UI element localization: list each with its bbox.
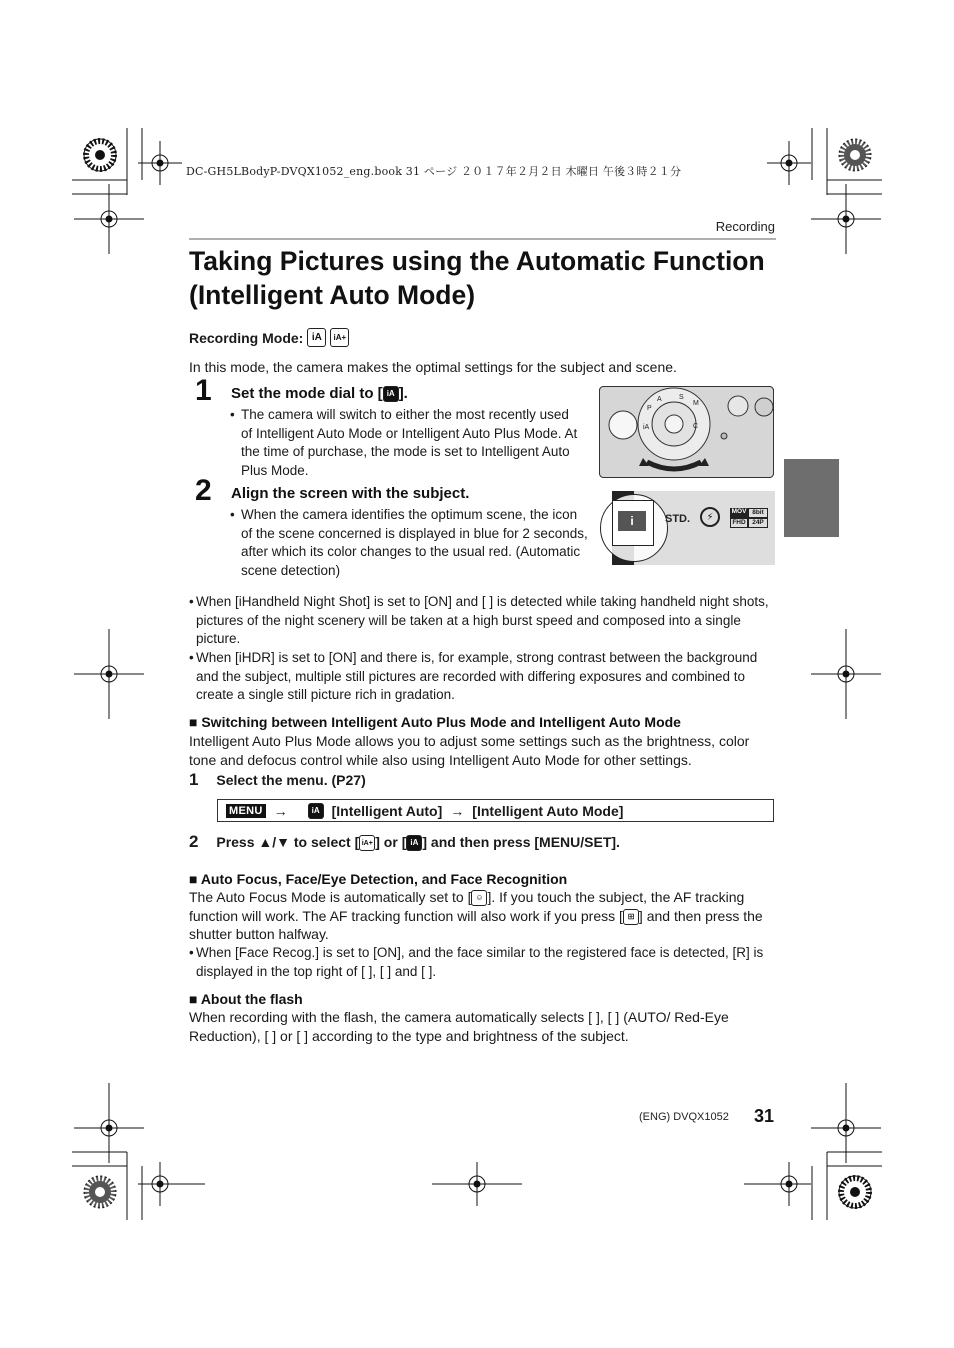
af-mode-button-icon: ⊞ bbox=[623, 909, 639, 925]
autofocus-heading: ■ Auto Focus, Face/Eye Detection, and Face Recognition bbox=[189, 871, 568, 887]
step-1-number: 1 bbox=[195, 374, 212, 407]
bit-label: 8bit bbox=[748, 508, 768, 518]
intelligent-auto-plus-icon: iA+ bbox=[330, 328, 349, 347]
face-detection-icon: ☺ bbox=[471, 890, 487, 906]
header-divider bbox=[189, 238, 776, 240]
menu-key-icon: MENU bbox=[226, 804, 266, 818]
fps-label: 24P bbox=[748, 518, 768, 528]
flash-body: When recording with the flash, the camera automatically selects [ ], [ ] (AUTO/ Red-Eye Reduction), [ ] or [ ] according to the type and brightness of the subject. bbox=[189, 1009, 729, 1044]
menu-path: MENU → iA [Intelligent Auto] → [Intelligent Auto Mode] bbox=[217, 799, 774, 822]
recording-mode bbox=[189, 328, 349, 347]
section-label: Recording bbox=[715, 219, 775, 234]
dial-c-label: C bbox=[693, 423, 699, 430]
switching-heading: ■ Switching between Intelligent Auto Plus Mode and Intelligent Auto Mode bbox=[189, 714, 681, 730]
note-ihdr: • When [iHDR] is set to [ON] and there is, for example, strong contrast between the background and the subject, multiple still pictures are recorded with differing exposures and combined to create a single still picture rich in gradation. bbox=[189, 650, 758, 702]
fhd-label: FHD bbox=[730, 518, 748, 528]
intro-text: In this mode, the camera makes the optimal settings for the subject and scene. bbox=[189, 359, 677, 375]
flash-heading: ■ About the flash bbox=[189, 991, 303, 1007]
flash-off-icon: ⚡ bbox=[700, 507, 720, 527]
dial-letter-a: A bbox=[657, 396, 662, 403]
std-label: STD. bbox=[665, 513, 691, 525]
mov-label: MOV bbox=[730, 508, 748, 518]
file-header-line: DC-GH5LBodyP-DVQX1052_eng.book 31 ページ ２０１７年２月２日 木曜日 午後３時２１分 bbox=[186, 165, 682, 178]
intelligent-auto-menu-icon: iA bbox=[308, 803, 324, 819]
chapter-side-tab bbox=[784, 459, 839, 537]
dial-ia-label: iA bbox=[643, 424, 650, 431]
menu-item-intelligent-auto-mode: [Intelligent Auto Mode] bbox=[472, 802, 624, 819]
title-line-2: (Intelligent Auto Mode) bbox=[189, 280, 476, 310]
switching-step-2: 2 Press ▲/▼ to select [ iA+ ] or [ iA ] and then press [MENU/SET]. bbox=[189, 832, 620, 851]
ia-icon: iA bbox=[406, 835, 422, 851]
page-title bbox=[189, 244, 789, 312]
autofocus-body: The Auto Focus Mode is automatically set to [ ☺ ]. If you touch the subject, the AF tracking function will work. The AF tracking function will also work if you press [ ⊞ ] and then press the shutter button halfway. bbox=[189, 889, 763, 942]
dial-letter-s: S bbox=[679, 394, 684, 401]
note-handheld-night-shot: • When [iHandheld Night Shot] is set to [ON] and [ ] is detected while taking handheld night shots, pictures of the night scenery will be taken at a high burst speed and composed into a single picture. bbox=[189, 594, 769, 646]
step-1-bullet: • The camera will switch to either the most recently used of Intelligent Auto Mode or Intelligent Auto Plus Mode. At the time of purchase, the mode is set to Intelligent Auto Plus Mode. bbox=[230, 407, 578, 478]
dial-letter-m: M bbox=[693, 400, 699, 407]
recording-mode-label: Recording Mode: bbox=[189, 329, 304, 346]
step-2-bullet: • When the camera identifies the optimum scene, the icon of the scene concerned is displayed in blue for 2 seconds, after which its color changes to the usual red. (Automatic scene detection) bbox=[230, 507, 588, 578]
switching-body: Intelligent Auto Plus Mode allows you to adjust some settings such as the brightness, color tone and defocus control while also using Intelligent Auto Mode for other settings. bbox=[189, 733, 750, 768]
step-2-title: Align the screen with the subject. bbox=[231, 485, 470, 502]
intelligent-auto-icon: iA bbox=[307, 328, 326, 347]
step-1-title: Set the mode dial to [ iA ]. bbox=[231, 385, 408, 402]
dial-letter-p: P bbox=[647, 405, 652, 412]
switching-step-1: 1 Select the menu. (P27) bbox=[189, 770, 366, 789]
face-recog-note: • When [Face Recog.] is set to [ON], and the face similar to the registered face is detected, [R] is displayed in the top right of [ ], [ ] and [ ]. bbox=[189, 945, 764, 979]
menu-item-intelligent-auto: [Intelligent Auto] bbox=[331, 802, 443, 819]
step-2-number: 2 bbox=[195, 474, 212, 507]
ia-mode-icon: iA bbox=[383, 386, 399, 402]
title-line-1: Taking Pictures using the Automatic Function bbox=[189, 246, 765, 276]
page-number: 31 bbox=[754, 1106, 775, 1126]
mode-dial-illustration bbox=[599, 386, 774, 478]
footer-model-code: (ENG) DVQX1052 bbox=[639, 1111, 729, 1123]
scene-icon: i bbox=[618, 511, 646, 531]
screen-illustration bbox=[600, 491, 774, 565]
ia-plus-icon: iA+ bbox=[359, 835, 375, 851]
